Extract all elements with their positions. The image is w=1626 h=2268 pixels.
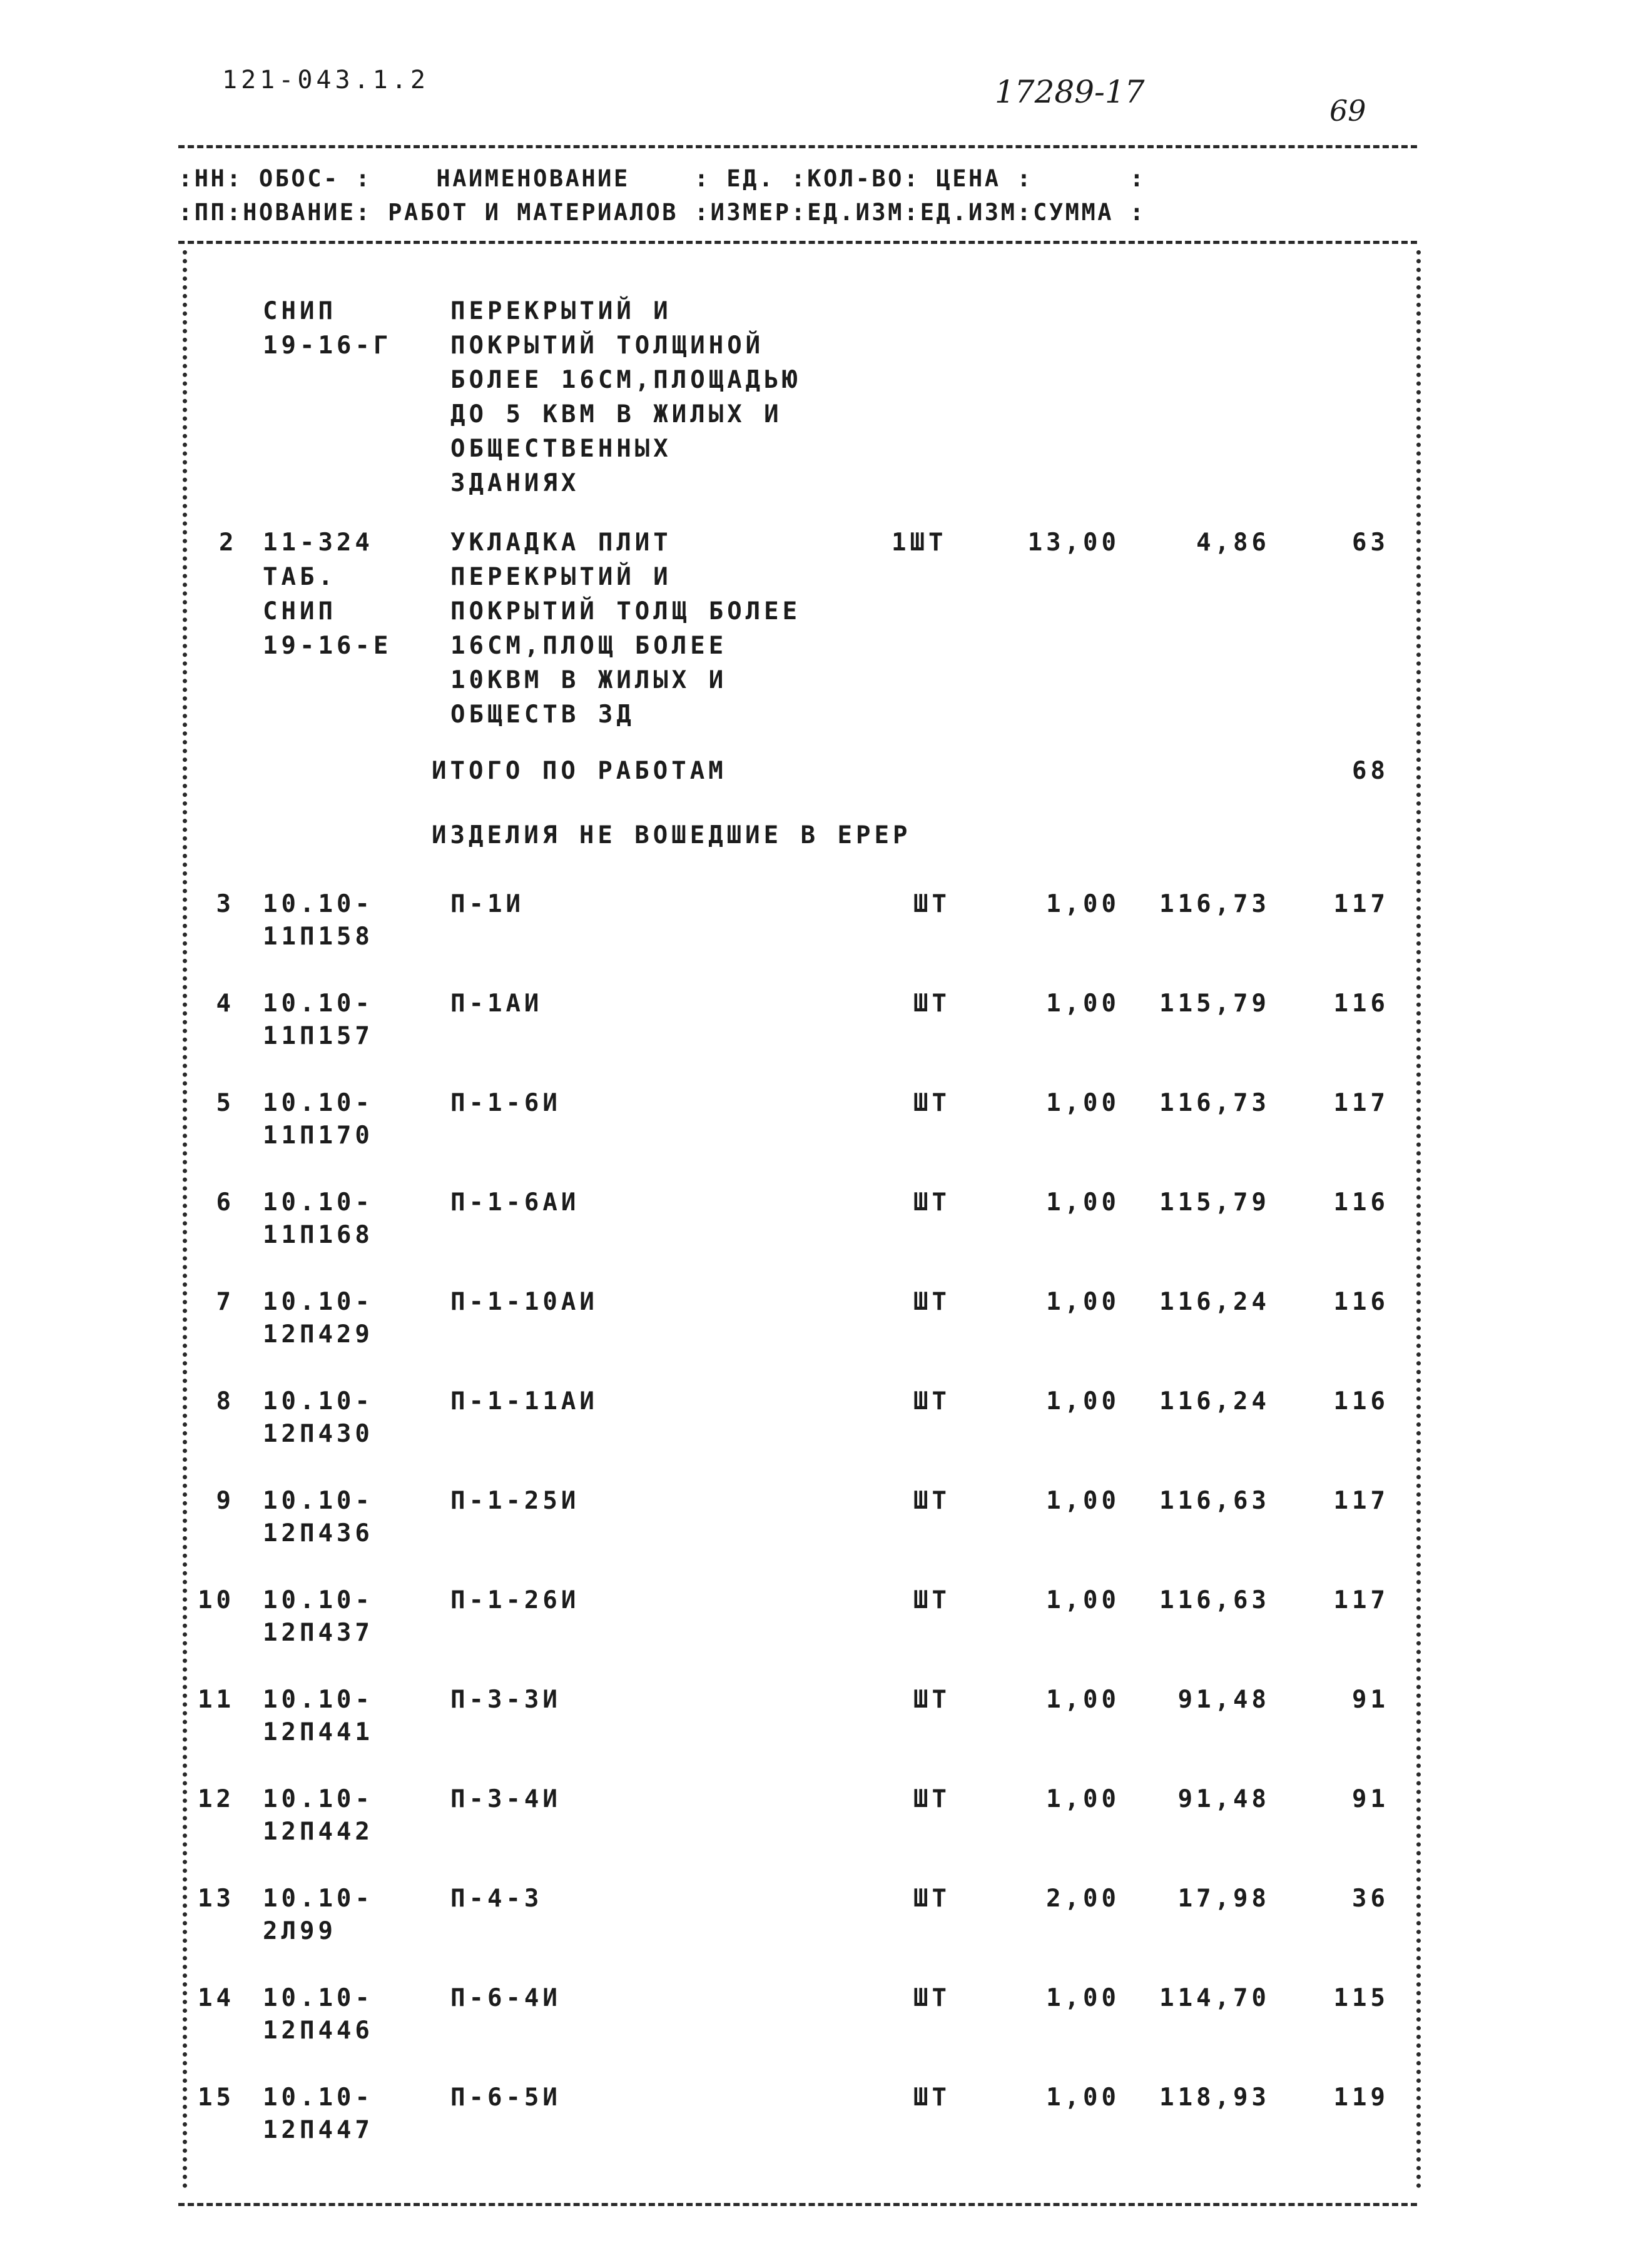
continued-name — [450, 294, 801, 500]
item2-qty: 13,00 — [1027, 529, 1120, 557]
text-line: 19-16-Е — [263, 632, 392, 660]
row-code: 10.10- — [263, 1188, 373, 1217]
row-qty: 1,00 — [1046, 1984, 1120, 2012]
row-qty: 1,00 — [1046, 1288, 1120, 1316]
row-number: 5 — [216, 1089, 235, 1117]
row-price: 116,73 — [1159, 890, 1270, 918]
row-price: 116,24 — [1159, 1387, 1270, 1415]
text-line: ПОКРЫТИЙ ТОЛЩ БОЛЕЕ — [450, 597, 801, 625]
row-code-suffix: 12П442 — [263, 1818, 373, 1846]
row-price: 116,24 — [1159, 1288, 1270, 1316]
row-price: 116,73 — [1159, 1089, 1270, 1117]
text-line: СНИП — [263, 597, 337, 625]
text-line: ПЕРЕКРЫТИЙ И — [450, 297, 672, 325]
row-sum: 36 — [1352, 1885, 1389, 1913]
row-unit: ШТ — [913, 1785, 950, 1813]
table-top-rule — [178, 145, 1417, 148]
header-bottom-rule — [178, 241, 1417, 244]
row-code-suffix: 12П430 — [263, 1420, 373, 1448]
row-qty: 1,00 — [1046, 1188, 1120, 1217]
row-code-suffix: 12П447 — [263, 2116, 373, 2144]
table-left-border — [183, 250, 187, 2189]
row-sum: 116 — [1333, 1188, 1389, 1217]
row-number: 10 — [198, 1586, 235, 1614]
row-unit: ШТ — [913, 1089, 950, 1117]
row-name: П-1-6И — [450, 1089, 561, 1117]
text-line: 10КВМ В ЖИЛЫХ И — [450, 666, 728, 694]
row-price: 116,63 — [1159, 1487, 1270, 1515]
row-sum: 116 — [1333, 1288, 1389, 1316]
row-qty: 1,00 — [1046, 990, 1120, 1018]
row-code-suffix: 11П158 — [263, 923, 373, 951]
text-line: ТАБ. — [263, 563, 337, 591]
row-qty: 1,00 — [1046, 1586, 1120, 1614]
item2-unit: 1ШТ — [892, 529, 947, 557]
text-line: СНИП — [263, 297, 337, 325]
total-works-label: ИТОГО ПО РАБОТАМ — [432, 757, 727, 785]
row-name: П-1-10АИ — [450, 1288, 598, 1316]
row-unit: ШТ — [913, 890, 950, 918]
row-qty: 1,00 — [1046, 1785, 1120, 1813]
table-right-border — [1416, 250, 1421, 2189]
row-sum: 117 — [1333, 1487, 1389, 1515]
row-code-suffix: 12П429 — [263, 1320, 373, 1349]
document-code: 121-043.1.2 — [222, 66, 429, 94]
row-sum: 116 — [1333, 1387, 1389, 1415]
row-unit: ШТ — [913, 1586, 950, 1614]
row-unit: ШТ — [913, 1984, 950, 2012]
row-sum: 91 — [1352, 1686, 1389, 1714]
row-number: 7 — [216, 1288, 235, 1316]
row-code-suffix: 12П441 — [263, 1718, 373, 1746]
text-line: ДО 5 КВМ В ЖИЛЫХ И — [450, 400, 783, 428]
row-price: 115,79 — [1159, 1188, 1270, 1217]
row-name: П-3-3И — [450, 1686, 561, 1714]
row-price: 91,48 — [1177, 1785, 1270, 1813]
row-unit: ШТ — [913, 1487, 950, 1515]
row-code-suffix: 11П170 — [263, 1121, 373, 1150]
row-sum: 115 — [1333, 1984, 1389, 2012]
row-code-suffix: 12П436 — [263, 1519, 373, 1547]
row-sum: 91 — [1352, 1785, 1389, 1813]
row-name: П-3-4И — [450, 1785, 561, 1813]
row-code-suffix: 12П437 — [263, 1619, 373, 1647]
row-qty: 1,00 — [1046, 1387, 1120, 1415]
text-line: ОБЩЕСТВЕННЫХ — [450, 435, 672, 463]
row-number: 12 — [198, 1785, 235, 1813]
row-code: 10.10- — [263, 1885, 373, 1913]
row-number: 4 — [216, 990, 235, 1018]
row-number: 11 — [198, 1686, 235, 1714]
row-code-suffix: 11П168 — [263, 1221, 373, 1249]
total-works-sum: 68 — [1352, 757, 1389, 785]
item2-name — [450, 525, 801, 732]
row-code: 10.10- — [263, 1586, 373, 1614]
table-header-line1: :НН: ОБОС- : НАИМЕНОВАНИЕ : ЕД. :КОЛ-ВО: ЦЕНА : : — [178, 165, 1146, 192]
row-code: 10.10- — [263, 1288, 373, 1316]
row-number: 14 — [198, 1984, 235, 2012]
row-number: 8 — [216, 1387, 235, 1415]
row-name: П-6-5И — [450, 2083, 561, 2112]
row-name: П-6-4И — [450, 1984, 561, 2012]
row-number: 13 — [198, 1885, 235, 1913]
row-number: 6 — [216, 1188, 235, 1217]
row-sum: 117 — [1333, 890, 1389, 918]
row-unit: ШТ — [913, 1387, 950, 1415]
item2-basis — [263, 525, 392, 663]
row-code: 10.10- — [263, 1089, 373, 1117]
row-code-suffix: 12П446 — [263, 2017, 373, 2045]
section-title: ИЗДЕЛИЯ НЕ ВОШЕДШИЕ В ЕРЕР — [432, 821, 912, 849]
row-name: П-1И — [450, 890, 524, 918]
text-line: ЗДАНИЯХ — [450, 469, 580, 497]
row-qty: 1,00 — [1046, 1686, 1120, 1714]
row-unit: ШТ — [913, 1885, 950, 1913]
item2-number: 2 — [219, 529, 238, 557]
row-code-suffix: 11П157 — [263, 1022, 373, 1050]
row-number: 9 — [216, 1487, 235, 1515]
row-code: 10.10- — [263, 890, 373, 918]
row-unit: ШТ — [913, 1188, 950, 1217]
text-line: ПЕРЕКРЫТИЙ И — [450, 563, 672, 591]
row-name: П-1-11АИ — [450, 1387, 598, 1415]
table-bottom-rule — [178, 2203, 1417, 2206]
row-sum: 117 — [1333, 1586, 1389, 1614]
text-line: 16СМ,ПЛОЩ БОЛЕЕ — [450, 632, 728, 660]
row-qty: 1,00 — [1046, 1487, 1120, 1515]
row-unit: ШТ — [913, 1686, 950, 1714]
text-line: 11-324 — [263, 529, 373, 557]
row-name: П-1АИ — [450, 990, 543, 1018]
row-unit: ШТ — [913, 1288, 950, 1316]
row-price: 116,63 — [1159, 1586, 1270, 1614]
row-name: П-1-26И — [450, 1586, 580, 1614]
row-qty: 1,00 — [1046, 1089, 1120, 1117]
row-unit: ШТ — [913, 990, 950, 1018]
row-price: 91,48 — [1177, 1686, 1270, 1714]
row-number: 3 — [216, 890, 235, 918]
row-qty: 2,00 — [1046, 1885, 1120, 1913]
row-sum: 116 — [1333, 990, 1389, 1018]
item2-sum: 63 — [1352, 529, 1389, 557]
row-name: П-4-3 — [450, 1885, 543, 1913]
row-price: 114,70 — [1159, 1984, 1270, 2012]
row-name: П-1-25И — [450, 1487, 580, 1515]
text-line: УКЛАДКА ПЛИТ — [450, 529, 672, 557]
row-code: 10.10- — [263, 1387, 373, 1415]
text-line: 19-16-Г — [263, 332, 392, 360]
row-code-suffix: 2Л99 — [263, 1917, 337, 1945]
row-name: П-1-6АИ — [450, 1188, 580, 1217]
row-qty: 1,00 — [1046, 2083, 1120, 2112]
continued-basis — [263, 294, 392, 363]
row-code: 10.10- — [263, 1487, 373, 1515]
item2-price: 4,86 — [1196, 529, 1270, 557]
table-header-line2: :ПП:НОВАНИЕ: РАБОТ И МАТЕРИАЛОВ :ИЗМЕР:ЕД.ИЗМ:ЕД.ИЗМ:СУММА : — [178, 199, 1146, 226]
row-qty: 1,00 — [1046, 890, 1120, 918]
page-number: 69 — [1329, 94, 1366, 128]
row-number: 15 — [198, 2083, 235, 2112]
row-code: 10.10- — [263, 1785, 373, 1813]
row-sum: 119 — [1333, 2083, 1389, 2112]
row-unit: ШТ — [913, 2083, 950, 2112]
text-line: БОЛЕЕ 16СМ,ПЛОЩАДЬЮ — [450, 366, 801, 394]
handwritten-number: 17289-17 — [995, 74, 1145, 110]
row-code: 10.10- — [263, 1686, 373, 1714]
row-price: 115,79 — [1159, 990, 1270, 1018]
row-code: 10.10- — [263, 990, 373, 1018]
row-code: 10.10- — [263, 2083, 373, 2112]
row-price: 118,93 — [1159, 2083, 1270, 2112]
row-price: 17,98 — [1177, 1885, 1270, 1913]
text-line: ОБЩЕСТВ ЗД — [450, 701, 635, 729]
row-sum: 117 — [1333, 1089, 1389, 1117]
text-line: ПОКРЫТИЙ ТОЛЩИНОЙ — [450, 332, 765, 360]
row-code: 10.10- — [263, 1984, 373, 2012]
